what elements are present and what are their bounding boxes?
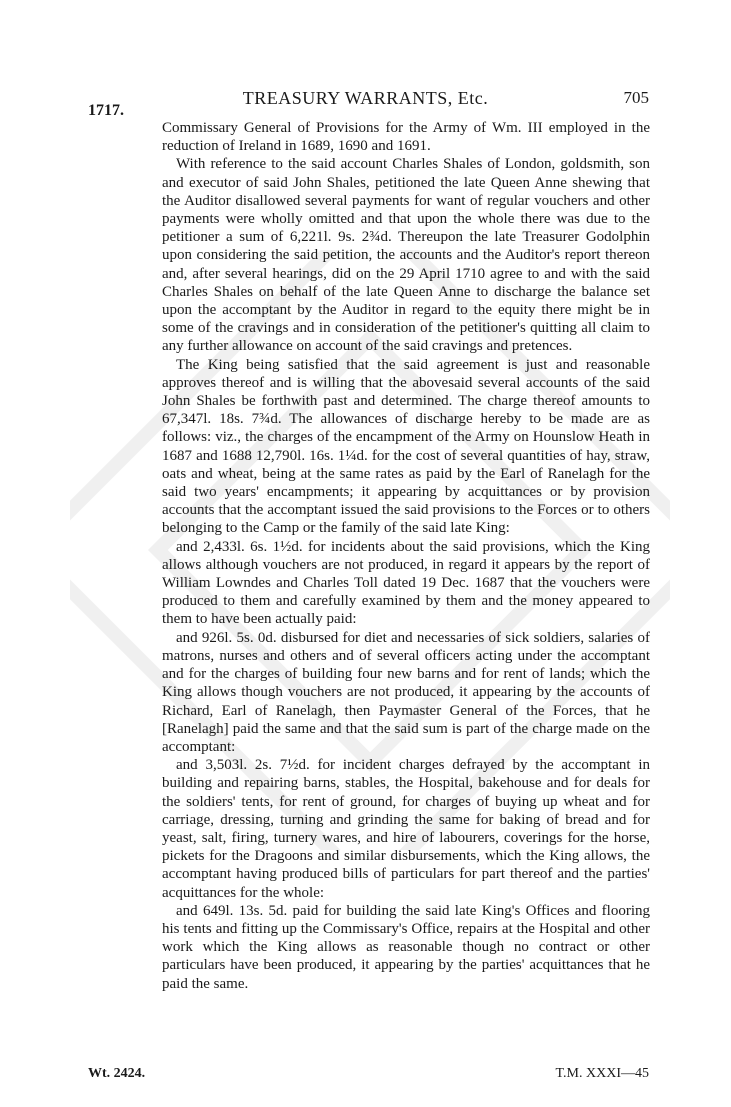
- paragraph: and 3,503l. 2s. 7½d. for incident charges defrayed by the accomptant in building and repairing barns, stables, the Hospital, bakehouse and for deals for the soldiers' tents, for rent of ground, for charges of buying up wheat and for carriage, dressing, turning and grinding the same for baking of bread and for yeast, salt, firing, turnery wares, and hire of labourers, coverings for the horse, pickets for the Dragoons and similar disbursements, which the King allows, the accomptant having produced bills of particulars for part thereof and the parties' acquittances for the whole:: [162, 757, 650, 901]
- paragraph: and 926l. 5s. 0d. disbursed for diet and necessaries of sick soldiers, salaries of matrons, nurses and others and of several officers acting under the accomptant and for the charges of building four new barns and for rent of lands; which the King allows though vouchers are not produced, it appearing by the accounts of Richard, Earl of Ranelagh, then Paymaster General of the Forces, that he [Ranelagh] paid the same and that the said sum is part of the charge made on the accomptant:: [162, 629, 650, 755]
- paragraph: With reference to the said account Charles Shales of London, goldsmith, son and executor of said John Shales, petitioned the late Queen Anne shewing that the Auditor disallowed several payments for want of regular vouchers and other payments were wholly omitted and that upon the whole there was due to the petitioner a sum of 6,221l. 9s. 2¾d. Thereupon the late Treasurer Godolphin upon considering the said petition, the accounts and the Auditor's report thereon and, after several hearings, did on the 29 April 1710 agree to and with the said Charles Shales on behalf of the late Queen Anne to discharge the balance set upon the accomptant by the Auditor in regard to the equity there might be in some of the cravings and in consideration of the petitioner's quitting all claim to any further allowance on account of the said cravings and pretences.: [162, 156, 650, 355]
- paragraph: Commissary General of Provisions for the Army of Wm. III employed in the reduction of Ireland in 1689, 1690 and 1691.: [162, 120, 650, 155]
- footer-print-code: Wt. 2424.: [88, 1066, 146, 1081]
- margin-year: 1717.: [88, 102, 124, 119]
- paragraph: and 2,433l. 6s. 1½d. for incidents about the said provisions, which the King allows although vouchers are not produced, in regard it appears by the report of William Lowndes and Charles Toll dated 19 Dec. 1687 that the vouchers were produced to them and carefully examined by them and the money appeared to them to have been actually paid:: [162, 538, 650, 628]
- footer-signature: T.M. XXXI—45: [555, 1066, 649, 1081]
- paragraph: and 649l. 13s. 5d. paid for building the said late King's Offices and flooring his tents and fitting up the Commissary's Office, repairs at the Hospital and other work which the King allows as reasonable though no contract or other particulars have been produced, it appearing by the parties' acquittances that he paid the same.: [162, 902, 650, 992]
- page-number: 705: [623, 88, 649, 107]
- body-text: [162, 119, 650, 993]
- paragraph: The King being satisfied that the said agreement is just and reasonable approves thereof and is willing that the abovesaid several accounts of the said John Shales be forthwith past and determined. The charge thereof amounts to 67,347l. 18s. 7¾d. The allowances of discharge hereby to be made are as follows: viz., the charges of the encampment of the Army on Hounslow Heath in 1687 and 1688 12,790l. 16s. 1¼d. for the cost of several quantities of hay, straw, oats and wheat, being at the same rates as paid by the Earl of Ranelagh for the said two years' encampments; it appearing by acquittances or by provision accounts that the accomptant issued the said provisions to the Forces or to others belonging to the Camp or the family of the said late King:: [162, 356, 650, 537]
- running-header-title: TREASURY WARRANTS, Etc.: [242, 88, 489, 108]
